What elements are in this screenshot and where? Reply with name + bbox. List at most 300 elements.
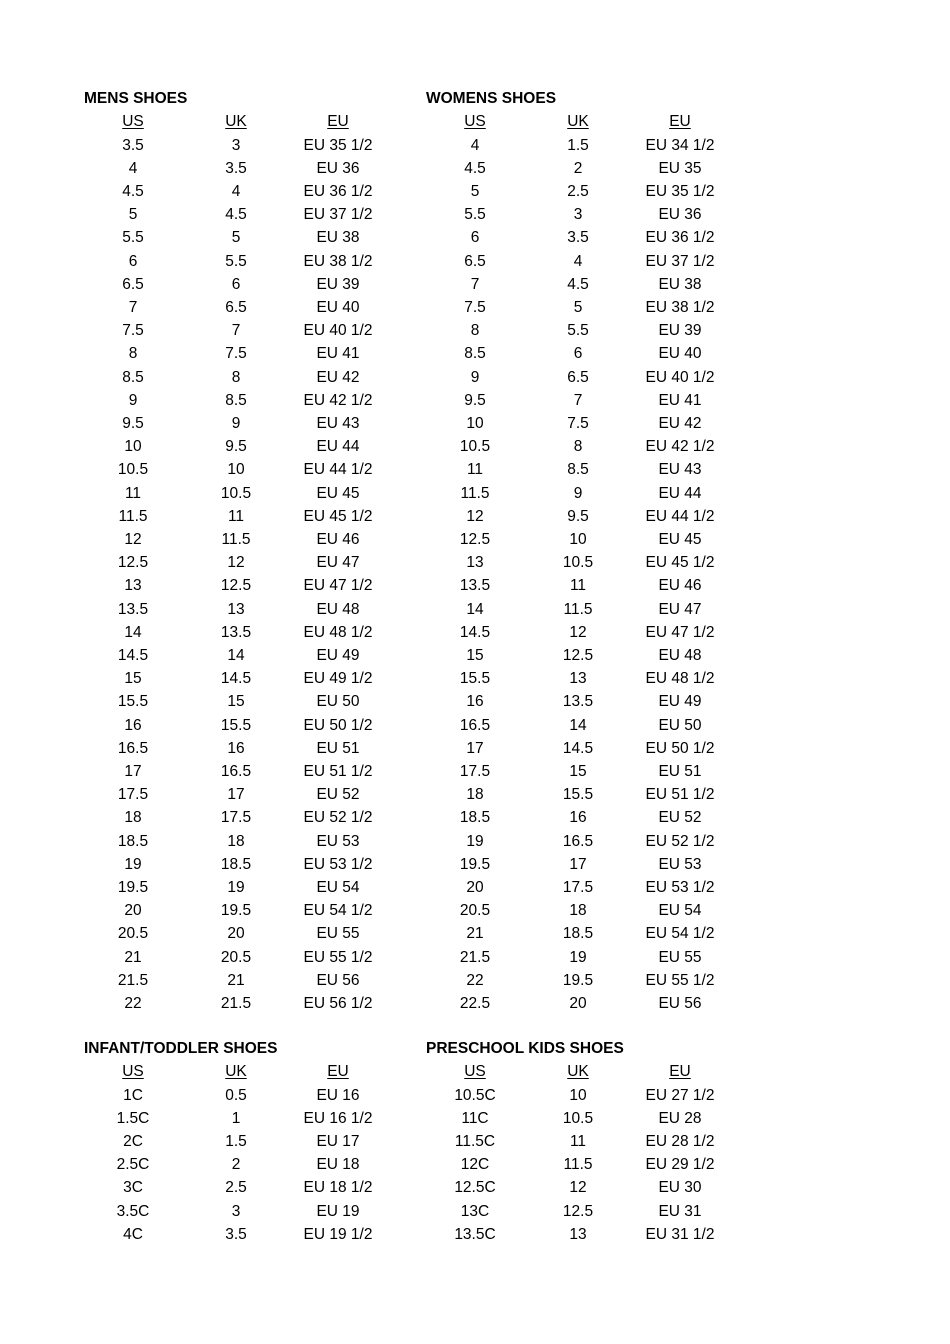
uk-size-cell: 19 [227, 878, 245, 896]
uk-size-cell: 4.5 [567, 275, 589, 293]
section-title: WOMENS SHOES [426, 90, 557, 107]
uk-size-cell: 17.5 [220, 809, 252, 827]
uk-size-cell: 10 [569, 1086, 587, 1104]
us-size-cell: 1.5C [116, 1109, 150, 1127]
table-row [426, 690, 746, 713]
us-size-cell: 12 [466, 507, 484, 525]
table-row [426, 598, 746, 621]
table-row [84, 922, 404, 945]
us-size-cell: 8.5 [464, 345, 486, 363]
table-row [426, 157, 746, 180]
uk-size-cell: 11.5 [221, 530, 251, 548]
table-row [84, 482, 404, 505]
eu-size-cell: EU 52 1/2 [645, 832, 715, 850]
table-row [84, 412, 404, 435]
eu-size-cell: EU 52 [316, 786, 360, 804]
eu-size-cell: EU 53 1/2 [303, 855, 373, 873]
us-size-cell: 13 [466, 554, 484, 572]
us-size-cell: 5 [470, 182, 480, 200]
eu-size-cell: EU 54 1/2 [303, 902, 373, 920]
eu-size-cell: EU 51 [316, 739, 360, 757]
uk-size-cell: 1.5 [225, 1132, 247, 1150]
us-size-cell: 4 [470, 136, 480, 154]
eu-size-cell: EU 52 [658, 809, 702, 827]
eu-size-cell: EU 35 1/2 [303, 136, 373, 154]
eu-size-cell: EU 34 1/2 [645, 136, 715, 154]
eu-size-cell: EU 42 [316, 368, 360, 386]
us-size-cell: 18 [124, 809, 142, 827]
eu-size-cell: EU 40 [658, 345, 702, 363]
uk-size-cell: 3.5 [225, 159, 247, 177]
uk-size-cell: 15.5 [562, 786, 594, 804]
table-row [84, 458, 404, 481]
us-size-cell: 11 [124, 484, 142, 502]
eu-size-cell: EU 56 [658, 994, 702, 1012]
uk-size-cell: 12 [227, 554, 245, 572]
header-eu: EU [669, 1063, 691, 1080]
uk-size-cell: 9 [231, 414, 241, 432]
us-size-cell: 17.5 [459, 762, 491, 780]
uk-size-cell: 18 [227, 832, 245, 850]
us-size-cell: 3.5 [122, 136, 144, 154]
table-row [84, 319, 404, 342]
table-row [84, 1153, 404, 1176]
table-row [84, 830, 404, 853]
us-size-cell: 10.5C [454, 1086, 496, 1104]
us-size-cell: 15 [466, 646, 484, 664]
uk-size-cell: 14 [227, 646, 245, 664]
uk-size-cell: 20 [227, 925, 245, 943]
us-size-cell: 10 [124, 438, 142, 456]
us-size-cell: 13 [124, 577, 142, 595]
eu-size-cell: EU 27 1/2 [645, 1086, 715, 1104]
eu-size-cell: EU 47 [658, 600, 702, 618]
uk-size-cell: 20.5 [220, 948, 252, 966]
uk-size-cell: 11 [569, 1132, 587, 1150]
eu-size-cell: EU 28 [658, 1109, 702, 1127]
us-size-cell: 4.5 [122, 182, 144, 200]
table-row [426, 644, 746, 667]
table-row [426, 342, 746, 365]
uk-size-cell: 14.5 [562, 739, 594, 757]
header-uk: UK [225, 1063, 247, 1080]
us-size-cell: 13C [460, 1202, 490, 1220]
table-row [84, 203, 404, 226]
us-size-cell: 20 [466, 878, 484, 896]
us-size-cell: 15.5 [459, 670, 491, 688]
eu-size-cell: EU 46 [316, 530, 360, 548]
table-row [84, 690, 404, 713]
us-size-cell: 9 [128, 391, 138, 409]
uk-size-cell: 13 [569, 670, 587, 688]
uk-size-cell: 7.5 [567, 414, 589, 432]
column-headers [84, 1060, 404, 1083]
uk-size-cell: 6 [231, 275, 241, 293]
us-size-cell: 20.5 [459, 902, 491, 920]
uk-size-cell: 1.5 [567, 136, 589, 154]
eu-size-cell: EU 40 1/2 [303, 322, 373, 340]
us-size-cell: 21.5 [117, 971, 149, 989]
us-size-cell: 17.5 [117, 786, 149, 804]
us-size-cell: 5.5 [464, 206, 486, 224]
eu-size-cell: EU 44 1/2 [303, 461, 373, 479]
eu-size-cell: EU 28 1/2 [645, 1132, 715, 1150]
eu-size-cell: EU 38 1/2 [303, 252, 373, 270]
uk-size-cell: 2.5 [225, 1179, 247, 1197]
header-us: US [122, 113, 144, 130]
table-row [84, 853, 404, 876]
us-size-cell: 22.5 [459, 994, 491, 1012]
eu-size-cell: EU 36 1/2 [303, 182, 373, 200]
uk-size-cell: 13 [569, 1225, 587, 1243]
us-size-cell: 13.5C [454, 1225, 496, 1243]
eu-size-cell: EU 38 [658, 275, 702, 293]
table-row [426, 621, 746, 644]
uk-size-cell: 13 [227, 600, 245, 618]
us-size-cell: 4.5 [464, 159, 486, 177]
eu-size-cell: EU 55 [316, 925, 360, 943]
uk-size-cell: 12 [569, 1179, 587, 1197]
eu-size-cell: EU 45 [316, 484, 360, 502]
table-row [84, 946, 404, 969]
table-row [84, 1130, 404, 1153]
uk-size-cell: 16 [569, 809, 587, 827]
eu-size-cell: EU 47 [316, 554, 360, 572]
eu-size-cell: EU 36 1/2 [645, 229, 715, 247]
table-row [84, 574, 404, 597]
uk-size-cell: 8.5 [225, 391, 247, 409]
eu-size-cell: EU 40 [316, 298, 360, 316]
table-row [84, 180, 404, 203]
eu-size-cell: EU 41 [658, 391, 702, 409]
eu-size-cell: EU 19 1/2 [303, 1225, 373, 1243]
us-size-cell: 11 [466, 461, 484, 479]
uk-size-cell: 12.5 [220, 577, 252, 595]
table-row [84, 435, 404, 458]
us-size-cell: 15 [124, 670, 142, 688]
uk-size-cell: 11.5 [563, 600, 593, 618]
table-row [84, 783, 404, 806]
table-row [84, 899, 404, 922]
table-row [426, 830, 746, 853]
us-size-cell: 2.5C [116, 1156, 150, 1174]
uk-size-cell: 14 [569, 716, 587, 734]
table-row [426, 853, 746, 876]
uk-size-cell: 6 [573, 345, 583, 363]
eu-size-cell: EU 30 [658, 1179, 702, 1197]
uk-size-cell: 8 [231, 368, 241, 386]
table-row [426, 458, 746, 481]
eu-size-cell: EU 39 [316, 275, 360, 293]
uk-size-cell: 21 [227, 971, 245, 989]
eu-size-cell: EU 51 1/2 [645, 786, 715, 804]
eu-size-cell: EU 50 1/2 [645, 739, 715, 757]
table-row [84, 273, 404, 296]
us-size-cell: 6.5 [464, 252, 486, 270]
eu-size-cell: EU 50 [658, 716, 702, 734]
uk-size-cell: 15 [569, 762, 587, 780]
us-size-cell: 10 [466, 414, 484, 432]
table-row [84, 644, 404, 667]
table-row [426, 969, 746, 992]
header-us: US [464, 113, 486, 130]
us-size-cell: 14.5 [459, 623, 491, 641]
table-row [426, 899, 746, 922]
header-eu: EU [669, 113, 691, 130]
eu-size-cell: EU 48 [658, 646, 702, 664]
uk-size-cell: 3.5 [567, 229, 589, 247]
table-row [426, 482, 746, 505]
us-size-cell: 5 [128, 206, 138, 224]
table-row [426, 1223, 746, 1246]
uk-size-cell: 5 [231, 229, 241, 247]
eu-size-cell: EU 31 [658, 1202, 702, 1220]
table-row [84, 714, 404, 737]
us-size-cell: 12.5 [459, 530, 491, 548]
uk-size-cell: 4.5 [225, 206, 247, 224]
us-size-cell: 12.5 [117, 554, 149, 572]
uk-size-cell: 10.5 [562, 1109, 594, 1127]
us-size-cell: 16.5 [117, 739, 149, 757]
us-size-cell: 12 [124, 530, 142, 548]
table-row [426, 250, 746, 273]
eu-size-cell: EU 36 [658, 206, 702, 224]
eu-size-cell: EU 19 [316, 1202, 360, 1220]
eu-size-cell: EU 42 1/2 [645, 438, 715, 456]
uk-size-cell: 5 [573, 298, 583, 316]
table-row [426, 528, 746, 551]
table-row [426, 1153, 746, 1176]
uk-size-cell: 4 [573, 252, 583, 270]
eu-size-cell: EU 44 [658, 484, 702, 502]
uk-size-cell: 4 [231, 182, 241, 200]
table-row [426, 412, 746, 435]
us-size-cell: 3.5C [116, 1202, 150, 1220]
eu-size-cell: EU 51 [658, 762, 702, 780]
us-size-cell: 21 [124, 948, 142, 966]
table-row [84, 760, 404, 783]
table-row [84, 1084, 404, 1107]
uk-size-cell: 10.5 [220, 484, 252, 502]
us-size-cell: 13.5 [117, 600, 149, 618]
table-row [426, 1130, 746, 1153]
us-size-cell: 7 [128, 298, 138, 316]
section-title: PRESCHOOL KIDS SHOES [426, 1040, 624, 1057]
table-row [426, 922, 746, 945]
table-row [426, 435, 746, 458]
us-size-cell: 9.5 [464, 391, 486, 409]
us-size-cell: 18 [466, 786, 484, 804]
uk-size-cell: 6.5 [567, 368, 589, 386]
header-eu: EU [327, 113, 349, 130]
table-row [426, 806, 746, 829]
us-size-cell: 12C [460, 1156, 490, 1174]
eu-size-cell: EU 48 [316, 600, 360, 618]
eu-size-cell: EU 55 1/2 [303, 948, 373, 966]
uk-size-cell: 11 [569, 577, 587, 595]
uk-size-cell: 7 [573, 391, 583, 409]
eu-size-cell: EU 37 1/2 [645, 252, 715, 270]
us-size-cell: 1C [123, 1086, 143, 1104]
us-size-cell: 5.5 [122, 229, 144, 247]
us-size-cell: 4C [123, 1225, 143, 1243]
uk-size-cell: 3 [231, 1202, 241, 1220]
eu-size-cell: EU 54 [316, 878, 360, 896]
table-row [426, 1176, 746, 1199]
column-headers [426, 110, 746, 133]
uk-size-cell: 19.5 [562, 971, 594, 989]
eu-size-cell: EU 45 [658, 530, 702, 548]
table-row [426, 180, 746, 203]
us-size-cell: 21.5 [459, 948, 491, 966]
us-size-cell: 14 [466, 600, 484, 618]
us-size-cell: 17 [124, 762, 142, 780]
table-row [426, 203, 746, 226]
eu-size-cell: EU 49 1/2 [303, 670, 373, 688]
us-size-cell: 22 [124, 994, 142, 1012]
table-row [426, 551, 746, 574]
us-size-cell: 18.5 [117, 832, 149, 850]
us-size-cell: 17 [466, 739, 484, 757]
us-size-cell: 9 [470, 368, 480, 386]
eu-size-cell: EU 29 1/2 [645, 1156, 715, 1174]
us-size-cell: 19 [124, 855, 142, 873]
eu-size-cell: EU 41 [316, 345, 360, 363]
eu-size-cell: EU 31 1/2 [645, 1225, 715, 1243]
eu-size-cell: EU 49 [316, 646, 360, 664]
header-uk: UK [567, 1063, 589, 1080]
table-row [84, 969, 404, 992]
us-size-cell: 10.5 [459, 438, 491, 456]
uk-size-cell: 5.5 [567, 322, 589, 340]
table-row [84, 134, 404, 157]
eu-size-cell: EU 56 1/2 [303, 994, 373, 1012]
uk-size-cell: 13.5 [562, 693, 594, 711]
table-row [426, 1084, 746, 1107]
uk-size-cell: 3.5 [225, 1225, 247, 1243]
table-row [426, 783, 746, 806]
uk-size-cell: 15.5 [220, 716, 252, 734]
eu-size-cell: EU 40 1/2 [645, 368, 715, 386]
us-size-cell: 7 [470, 275, 480, 293]
table-row [426, 946, 746, 969]
eu-size-cell: EU 56 [316, 971, 360, 989]
uk-size-cell: 9.5 [225, 438, 247, 456]
uk-size-cell: 17 [569, 855, 587, 873]
us-size-cell: 18.5 [459, 809, 491, 827]
eu-size-cell: EU 45 1/2 [645, 554, 715, 572]
table-row [426, 1107, 746, 1130]
us-size-cell: 4 [128, 159, 138, 177]
uk-size-cell: 8 [573, 438, 583, 456]
us-size-cell: 6 [470, 229, 480, 247]
eu-size-cell: EU 53 [658, 855, 702, 873]
eu-size-cell: EU 51 1/2 [303, 762, 373, 780]
table-row [426, 273, 746, 296]
uk-size-cell: 15 [227, 693, 245, 711]
section-title: MENS SHOES [84, 90, 188, 107]
eu-size-cell: EU 48 1/2 [645, 670, 715, 688]
eu-size-cell: EU 53 [316, 832, 360, 850]
eu-size-cell: EU 18 [316, 1156, 360, 1174]
eu-size-cell: EU 54 [658, 902, 702, 920]
eu-size-cell: EU 54 1/2 [645, 925, 715, 943]
eu-size-cell: EU 48 1/2 [303, 623, 373, 641]
table-row [84, 505, 404, 528]
eu-size-cell: EU 46 [658, 577, 702, 595]
uk-size-cell: 17.5 [562, 878, 594, 896]
header-uk: UK [567, 113, 589, 130]
uk-size-cell: 18.5 [220, 855, 252, 873]
eu-size-cell: EU 44 [316, 438, 360, 456]
table-row [426, 760, 746, 783]
table-row [426, 876, 746, 899]
uk-size-cell: 10.5 [562, 554, 594, 572]
eu-size-cell: EU 49 [658, 693, 702, 711]
uk-size-cell: 16.5 [562, 832, 594, 850]
table-row [84, 342, 404, 365]
us-size-cell: 6 [128, 252, 138, 270]
table-row [84, 737, 404, 760]
uk-size-cell: 9 [573, 484, 583, 502]
table-row [84, 1176, 404, 1199]
uk-size-cell: 2.5 [567, 182, 589, 200]
us-size-cell: 7.5 [122, 322, 144, 340]
us-size-cell: 19 [466, 832, 484, 850]
us-size-cell: 16.5 [459, 716, 491, 734]
table-row [84, 621, 404, 644]
table-row [84, 806, 404, 829]
table-row [426, 992, 746, 1015]
uk-size-cell: 12 [569, 623, 587, 641]
us-size-cell: 8 [128, 345, 138, 363]
eu-size-cell: EU 45 1/2 [303, 507, 373, 525]
eu-size-cell: EU 47 1/2 [645, 623, 715, 641]
eu-size-cell: EU 43 [316, 414, 360, 432]
eu-size-cell: EU 44 1/2 [645, 507, 715, 525]
uk-size-cell: 10 [227, 461, 245, 479]
eu-size-cell: EU 43 [658, 461, 702, 479]
us-size-cell: 8.5 [122, 368, 144, 386]
table-row [426, 574, 746, 597]
uk-size-cell: 16 [227, 739, 245, 757]
us-size-cell: 19.5 [117, 878, 149, 896]
table-row [84, 876, 404, 899]
uk-size-cell: 20 [569, 994, 587, 1012]
table-row [426, 389, 746, 412]
uk-size-cell: 5.5 [225, 252, 247, 270]
table-row [84, 157, 404, 180]
table-row [426, 667, 746, 690]
table-row [84, 528, 404, 551]
us-size-cell: 19.5 [459, 855, 491, 873]
uk-size-cell: 7 [231, 322, 241, 340]
table-row [84, 366, 404, 389]
table-row [84, 667, 404, 690]
uk-size-cell: 9.5 [567, 507, 589, 525]
eu-size-cell: EU 37 1/2 [303, 206, 373, 224]
uk-size-cell: 6.5 [225, 298, 247, 316]
eu-size-cell: EU 17 [316, 1132, 360, 1150]
eu-size-cell: EU 39 [658, 322, 702, 340]
us-size-cell: 11.5 [118, 507, 148, 525]
table-row [426, 737, 746, 760]
uk-size-cell: 19 [569, 948, 587, 966]
us-size-cell: 11.5 [460, 484, 490, 502]
us-size-cell: 20 [124, 902, 142, 920]
eu-size-cell: EU 38 1/2 [645, 298, 715, 316]
table-row [84, 598, 404, 621]
